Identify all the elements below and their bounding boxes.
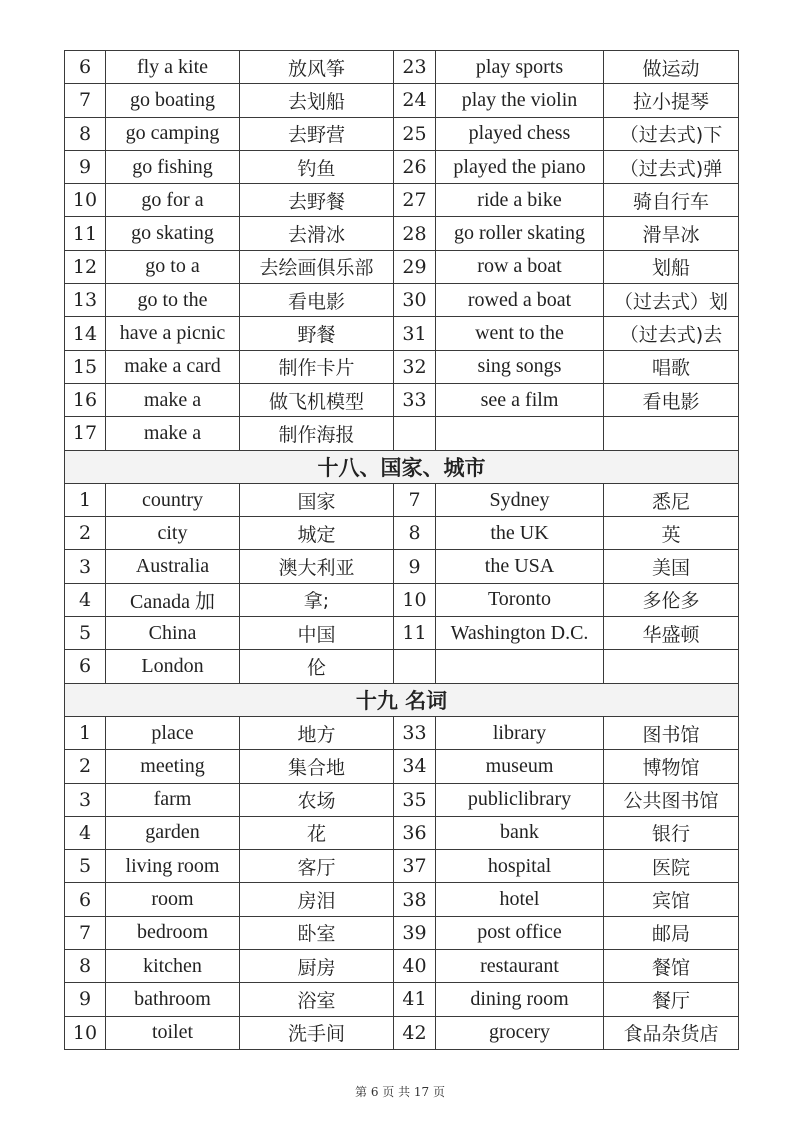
right-english-cell: the UK: [436, 517, 604, 550]
right-chinese-cell: 餐厅: [604, 983, 739, 1016]
right-index-cell: 36: [394, 816, 436, 849]
left-chinese-cell: 花: [240, 816, 394, 849]
vocabulary-table: [64, 50, 739, 1050]
right-english-cell: [436, 417, 604, 450]
table-row: [65, 217, 739, 250]
left-chinese-cell: 拿;: [240, 583, 394, 616]
right-english-cell: ride a bike: [436, 184, 604, 217]
left-chinese-cell: 洗手间: [240, 1016, 394, 1049]
left-chinese-cell: 厨房: [240, 950, 394, 983]
left-chinese-cell: 浴室: [240, 983, 394, 1016]
right-english-cell: publiclibrary: [436, 783, 604, 816]
left-chinese-cell: 制作海报: [240, 417, 394, 450]
left-english-cell: make a: [106, 417, 240, 450]
table-row: [65, 150, 739, 183]
left-chinese-cell: 钓鱼: [240, 150, 394, 183]
right-index-cell: 38: [394, 883, 436, 916]
left-english-cell: bedroom: [106, 916, 240, 949]
left-english-cell: have a picnic: [106, 317, 240, 350]
right-english-cell: Sydney: [436, 483, 604, 516]
left-chinese-cell: 去野营: [240, 117, 394, 150]
right-english-cell: library: [436, 716, 604, 749]
left-english-cell: London: [106, 650, 240, 683]
left-chinese-cell: 城定: [240, 517, 394, 550]
table-row: [65, 783, 739, 816]
section-title: 十九 名词: [65, 683, 739, 716]
left-chinese-cell: 制作卡片: [240, 350, 394, 383]
right-index-cell: 39: [394, 916, 436, 949]
left-english-cell: make a card: [106, 350, 240, 383]
left-english-cell: go camping: [106, 117, 240, 150]
right-index-cell: 25: [394, 117, 436, 150]
right-english-cell: museum: [436, 750, 604, 783]
right-chinese-cell: [604, 417, 739, 450]
left-english-cell: garden: [106, 816, 240, 849]
right-english-cell: post office: [436, 916, 604, 949]
left-english-cell: room: [106, 883, 240, 916]
right-english-cell: see a film: [436, 383, 604, 416]
table-row: [65, 583, 739, 616]
left-chinese-cell: 去滑冰: [240, 217, 394, 250]
table-row: [65, 617, 739, 650]
left-english-cell: toilet: [106, 1016, 240, 1049]
right-index-cell: 33: [394, 716, 436, 749]
right-chinese-cell: 悉尼: [604, 483, 739, 516]
right-english-cell: the USA: [436, 550, 604, 583]
right-index-cell: 11: [394, 617, 436, 650]
table-row: [65, 317, 739, 350]
left-index-cell: 7: [65, 916, 106, 949]
table-row: [65, 383, 739, 416]
left-index-cell: 3: [65, 550, 106, 583]
right-english-cell: bank: [436, 816, 604, 849]
left-index-cell: 15: [65, 350, 106, 383]
right-index-cell: 34: [394, 750, 436, 783]
left-english-cell: fly a kite: [106, 51, 240, 84]
right-chinese-cell: 公共图书馆: [604, 783, 739, 816]
right-chinese-cell: （过去式)去: [604, 317, 739, 350]
left-english-cell: make a: [106, 383, 240, 416]
right-index-cell: 24: [394, 84, 436, 117]
left-chinese-cell: 集合地: [240, 750, 394, 783]
table-row: [65, 250, 739, 283]
right-chinese-cell: 滑旱冰: [604, 217, 739, 250]
right-index-cell: 23: [394, 51, 436, 84]
left-english-cell: go fishing: [106, 150, 240, 183]
left-index-cell: 7: [65, 84, 106, 117]
left-index-cell: 2: [65, 750, 106, 783]
section-title: 十八、国家、城市: [65, 450, 739, 483]
table-row: [65, 550, 739, 583]
right-chinese-cell: 博物馆: [604, 750, 739, 783]
right-index-cell: 32: [394, 350, 436, 383]
left-english-cell: Australia: [106, 550, 240, 583]
left-english-cell: country: [106, 483, 240, 516]
right-index-cell: 37: [394, 850, 436, 883]
right-english-cell: play the violin: [436, 84, 604, 117]
right-chinese-cell: （过去式)弹: [604, 150, 739, 183]
left-chinese-cell: 国家: [240, 483, 394, 516]
table-row: [65, 117, 739, 150]
right-chinese-cell: [604, 650, 739, 683]
left-chinese-cell: 野餐: [240, 317, 394, 350]
left-chinese-cell: 房泪: [240, 883, 394, 916]
left-chinese-cell: 放风筝: [240, 51, 394, 84]
right-index-cell: 28: [394, 217, 436, 250]
right-index-cell: 42: [394, 1016, 436, 1049]
table-row: [65, 950, 739, 983]
right-index-cell: 10: [394, 583, 436, 616]
left-index-cell: 17: [65, 417, 106, 450]
right-english-cell: played chess: [436, 117, 604, 150]
left-english-cell: China: [106, 617, 240, 650]
left-chinese-cell: 去划船: [240, 84, 394, 117]
left-chinese-cell: 澳大利亚: [240, 550, 394, 583]
table-row: [65, 483, 739, 516]
right-index-cell: 27: [394, 184, 436, 217]
table-row: [65, 184, 739, 217]
left-index-cell: 5: [65, 617, 106, 650]
right-index-cell: 29: [394, 250, 436, 283]
right-chinese-cell: 多伦多: [604, 583, 739, 616]
right-chinese-cell: 拉小提琴: [604, 84, 739, 117]
right-english-cell: hospital: [436, 850, 604, 883]
table-row: [65, 51, 739, 84]
right-chinese-cell: 食品杂货店: [604, 1016, 739, 1049]
left-index-cell: 9: [65, 983, 106, 1016]
right-english-cell: row a boat: [436, 250, 604, 283]
right-index-cell: 40: [394, 950, 436, 983]
left-index-cell: 11: [65, 217, 106, 250]
left-index-cell: 2: [65, 517, 106, 550]
right-chinese-cell: 餐馆: [604, 950, 739, 983]
left-index-cell: 5: [65, 850, 106, 883]
table-row: [65, 850, 739, 883]
left-index-cell: 8: [65, 950, 106, 983]
left-english-cell: go skating: [106, 217, 240, 250]
left-chinese-cell: 地方: [240, 716, 394, 749]
left-english-cell: go to the: [106, 284, 240, 317]
right-chinese-cell: 邮局: [604, 916, 739, 949]
right-chinese-cell: 唱歌: [604, 350, 739, 383]
table-row: [65, 650, 739, 683]
table-row: [65, 816, 739, 849]
left-index-cell: 10: [65, 1016, 106, 1049]
left-english-cell: place: [106, 716, 240, 749]
right-english-cell: rowed a boat: [436, 284, 604, 317]
right-chinese-cell: 做运动: [604, 51, 739, 84]
table-row: [65, 1016, 739, 1049]
left-english-cell: living room: [106, 850, 240, 883]
right-chinese-cell: （过去式)下: [604, 117, 739, 150]
left-english-cell: go for a: [106, 184, 240, 217]
left-index-cell: 13: [65, 284, 106, 317]
right-index-cell: [394, 417, 436, 450]
table-row: [65, 84, 739, 117]
left-index-cell: 3: [65, 783, 106, 816]
left-english-cell: go to a: [106, 250, 240, 283]
table-row: [65, 916, 739, 949]
left-index-cell: 1: [65, 483, 106, 516]
right-english-cell: played the piano: [436, 150, 604, 183]
right-index-cell: 7: [394, 483, 436, 516]
table-row: [65, 417, 739, 450]
left-index-cell: 4: [65, 583, 106, 616]
left-english-cell: city: [106, 517, 240, 550]
right-index-cell: [394, 650, 436, 683]
left-english-cell: meeting: [106, 750, 240, 783]
right-index-cell: 31: [394, 317, 436, 350]
table-row: [65, 284, 739, 317]
right-english-cell: went to the: [436, 317, 604, 350]
right-english-cell: grocery: [436, 1016, 604, 1049]
left-index-cell: 9: [65, 150, 106, 183]
right-english-cell: play sports: [436, 51, 604, 84]
right-english-cell: Toronto: [436, 583, 604, 616]
right-chinese-cell: 宾馆: [604, 883, 739, 916]
left-english-cell: kitchen: [106, 950, 240, 983]
right-index-cell: 30: [394, 284, 436, 317]
left-chinese-cell: 看电影: [240, 284, 394, 317]
left-chinese-cell: 中国: [240, 617, 394, 650]
left-english-cell: go boating: [106, 84, 240, 117]
left-english-cell: Canada 加: [106, 583, 240, 616]
right-english-cell: restaurant: [436, 950, 604, 983]
page-number-footer: 第 6 页 共 17 页: [355, 1085, 445, 1099]
right-index-cell: 26: [394, 150, 436, 183]
right-english-cell: dining room: [436, 983, 604, 1016]
left-chinese-cell: 去绘画俱乐部: [240, 250, 394, 283]
left-index-cell: 6: [65, 51, 106, 84]
right-english-cell: hotel: [436, 883, 604, 916]
left-index-cell: 1: [65, 716, 106, 749]
left-index-cell: 6: [65, 883, 106, 916]
table-row: [65, 983, 739, 1016]
table-row: [65, 750, 739, 783]
left-index-cell: 4: [65, 816, 106, 849]
table-row: [65, 517, 739, 550]
right-chinese-cell: （过去式）划: [604, 284, 739, 317]
right-english-cell: Washington D.C.: [436, 617, 604, 650]
left-chinese-cell: 伦: [240, 650, 394, 683]
right-chinese-cell: 美国: [604, 550, 739, 583]
right-index-cell: 9: [394, 550, 436, 583]
table-row: [65, 350, 739, 383]
right-chinese-cell: 医院: [604, 850, 739, 883]
right-chinese-cell: 英: [604, 517, 739, 550]
left-english-cell: farm: [106, 783, 240, 816]
left-chinese-cell: 农场: [240, 783, 394, 816]
right-english-cell: go roller skating: [436, 217, 604, 250]
left-index-cell: 10: [65, 184, 106, 217]
left-index-cell: 16: [65, 383, 106, 416]
section-header-row: [65, 683, 739, 716]
table-row: [65, 883, 739, 916]
section-header-row: [65, 450, 739, 483]
right-english-cell: sing songs: [436, 350, 604, 383]
right-index-cell: 33: [394, 383, 436, 416]
right-chinese-cell: 华盛顿: [604, 617, 739, 650]
left-chinese-cell: 去野餐: [240, 184, 394, 217]
right-index-cell: 35: [394, 783, 436, 816]
left-index-cell: 14: [65, 317, 106, 350]
right-index-cell: 8: [394, 517, 436, 550]
left-chinese-cell: 做飞机模型: [240, 383, 394, 416]
right-chinese-cell: 银行: [604, 816, 739, 849]
left-index-cell: 6: [65, 650, 106, 683]
left-english-cell: bathroom: [106, 983, 240, 1016]
right-chinese-cell: 划船: [604, 250, 739, 283]
left-index-cell: 12: [65, 250, 106, 283]
left-chinese-cell: 卧室: [240, 916, 394, 949]
left-index-cell: 8: [65, 117, 106, 150]
right-chinese-cell: 骑自行车: [604, 184, 739, 217]
right-chinese-cell: 看电影: [604, 383, 739, 416]
table-row: [65, 716, 739, 749]
right-english-cell: [436, 650, 604, 683]
right-chinese-cell: 图书馆: [604, 716, 739, 749]
right-index-cell: 41: [394, 983, 436, 1016]
left-chinese-cell: 客厅: [240, 850, 394, 883]
